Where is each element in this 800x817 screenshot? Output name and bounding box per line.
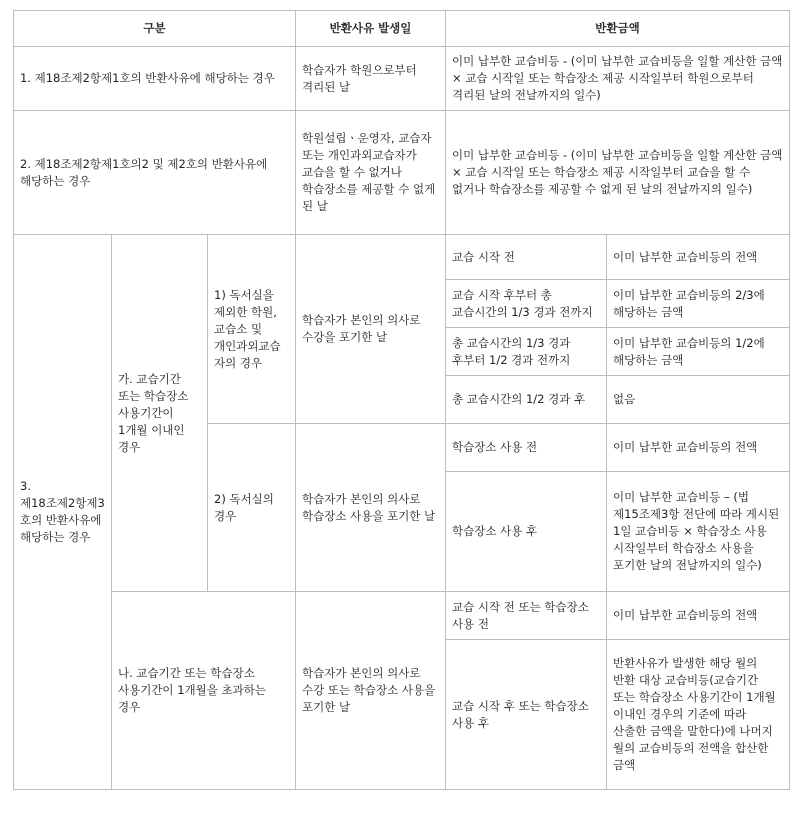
- occurrence-date-cell: 학원설립ㆍ운영자, 교습자 또는 개인과외교습자가 교습을 할 수 없거나 학습장소를 제공할 수 없게 된 날: [296, 111, 446, 235]
- condition-cell: 교습 시작 후 또는 학습장소 사용 후: [446, 640, 607, 790]
- condition-cell: 교습 시작 전 또는 학습장소 사용 전: [446, 592, 607, 640]
- table-row: [14, 592, 790, 640]
- amount-cell: 반환사유가 발생한 해당 월의 반환 대상 교습비등(교습기간 또는 학습장소 사용기간이 1개월 이내인 경우의 기준에 따라 산출한 금액을 말한다)에 나머지 월의 교습비등의 전액을 합산한 금액: [607, 640, 790, 790]
- header-occurrence-date: 반환사유 발생일: [296, 11, 446, 47]
- amount-cell: 이미 납부한 교습비등의 1/2에 해당하는 금액: [607, 328, 790, 376]
- subcategory-na-cell: 나. 교습기간 또는 학습장소 사용기간이 1개월을 초과하는 경우: [112, 592, 296, 790]
- table-row: [14, 111, 790, 235]
- occurrence-date-cell: 학습자가 학원으로부터 격리된 날: [296, 47, 446, 111]
- amount-cell: 이미 납부한 교습비등의 2/3에 해당하는 금액: [607, 280, 790, 328]
- condition-cell: 교습 시작 후부터 총 교습시간의 1/3 경과 전까지: [446, 280, 607, 328]
- subcategory-ga-1-cell: 1) 독서실을 제외한 학원, 교습소 및 개인과외교습자의 경우: [208, 235, 296, 424]
- header-category: 구분: [14, 11, 296, 47]
- refund-amount-cell: 이미 납부한 교습비등 - (이미 납부한 교습비등을 일할 계산한 금액 × 교습 시작일 또는 학습장소 제공 시작일부터 학원으로부터 격리된 날의 전날까지의 일수): [446, 47, 790, 111]
- category-cell: 2. 제18조제2항제1호의2 및 제2호의 반환사유에 해당하는 경우: [14, 111, 296, 235]
- condition-cell: 교습 시작 전: [446, 235, 607, 280]
- table-row: [14, 47, 790, 111]
- condition-cell: 학습장소 사용 전: [446, 424, 607, 472]
- subcategory-ga-cell: 가. 교습기간 또는 학습장소 사용기간이 1개월 이내인 경우: [112, 235, 208, 592]
- subcategory-ga-2-cell: 2) 독서실의 경우: [208, 424, 296, 592]
- amount-cell: 이미 납부한 교습비등의 전액: [607, 424, 790, 472]
- occurrence-date-cell: 학습자가 본인의 의사로 학습장소 사용을 포기한 날: [296, 424, 446, 592]
- amount-cell: 이미 납부한 교습비등 – (법 제15조제3항 전단에 따라 게시된 1일 교습비등 × 학습장소 사용 시작일부터 학습장소 사용을 포기한 날의 전날까지의 일수): [607, 472, 790, 592]
- condition-cell: 총 교습시간의 1/2 경과 후: [446, 376, 607, 424]
- header-row: [14, 11, 790, 47]
- condition-cell: 총 교습시간의 1/3 경과 후부터 1/2 경과 전까지: [446, 328, 607, 376]
- refund-amount-cell: 이미 납부한 교습비등 - (이미 납부한 교습비등을 일할 계산한 금액 × 교습 시작일 또는 학습장소 제공 시작일부터 교습을 할 수 없거나 학습장소를 제공할 수 없게 된 날의 전날까지의 일수): [446, 111, 790, 235]
- amount-cell: 이미 납부한 교습비등의 전액: [607, 592, 790, 640]
- category-cell: 1. 제18조제2항제1호의 반환사유에 해당하는 경우: [14, 47, 296, 111]
- category-cell: 3. 제18조제2항제3호의 반환사유에 해당하는 경우: [14, 235, 112, 790]
- refund-table: [13, 10, 790, 790]
- amount-cell: 없음: [607, 376, 790, 424]
- condition-cell: 학습장소 사용 후: [446, 472, 607, 592]
- table-row: [14, 235, 790, 280]
- amount-cell: 이미 납부한 교습비등의 전액: [607, 235, 790, 280]
- header-refund-amount: 반환금액: [446, 11, 790, 47]
- occurrence-date-cell: 학습자가 본인의 의사로 수강 또는 학습장소 사용을 포기한 날: [296, 592, 446, 790]
- occurrence-date-cell: 학습자가 본인의 의사로 수강을 포기한 날: [296, 235, 446, 424]
